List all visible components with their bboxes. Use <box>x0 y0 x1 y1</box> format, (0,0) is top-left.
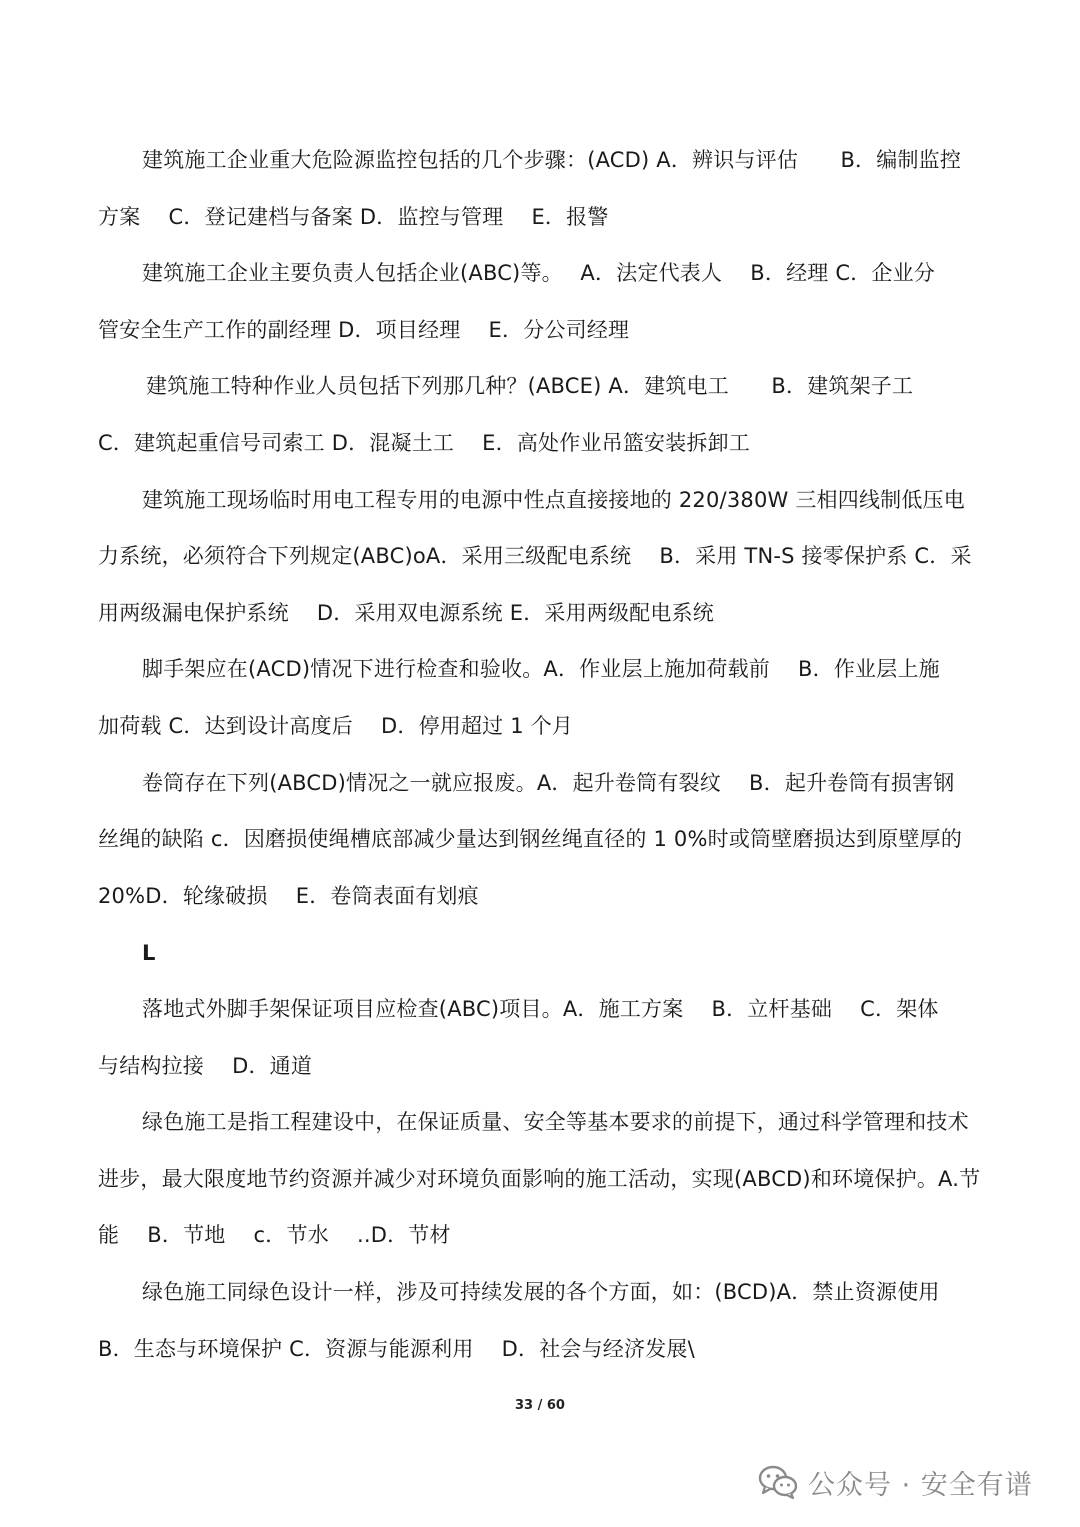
text-line: 建筑施工企业重大危险源监控包括的几个步骤：(ACD) A．辨识与评估 B．编制监控 <box>142 148 962 172</box>
text-line: 与结构拉接 D．通道 <box>98 1054 313 1078</box>
text-line: 加荷载 C．达到设计高度后 D．停用超过 1 个月 <box>98 714 574 738</box>
text-line: 脚手架应在(ACD)情况下进行检查和验收。A．作业层上施加荷载前 B．作业层上施 <box>142 657 940 681</box>
watermark <box>758 1462 1033 1502</box>
text-line: C．建筑起重信号司索工 D．混凝土工 E．高处作业吊篮安装拆卸工 <box>98 431 751 455</box>
page-number: 33 / 60 <box>515 1398 565 1413</box>
section-marker: L <box>142 941 156 965</box>
text-line: 管安全生产工作的副经理 D．项目经理 E．分公司经理 <box>98 318 630 342</box>
watermark-text: 公众号 · 安全有谱 <box>808 1469 1033 1501</box>
text-line: B．生态与环境保护 C．资源与能源利用 D．社会与经济发展\ <box>98 1337 695 1361</box>
text-line: 用两级漏电保护系统 D．采用双电源系统 E．采用两级配电系统 <box>98 601 714 625</box>
text-line: 落地式外脚手架保证项目应检查(ABC)项目。A．施工方案 B．立杆基础 C．架体 <box>142 997 939 1021</box>
text-line: 方案 C．登记建档与备案 D．监控与管理 E．报警 <box>98 205 609 229</box>
text-line: 卷筒存在下列(ABCD)情况之一就应报废。A．起升卷筒有裂纹 B．起升卷筒有损害钢 <box>142 771 955 795</box>
text-line: 20%D．轮缘破损 E．卷筒表面有划痕 <box>98 884 479 908</box>
text-line: 绿色施工是指工程建设中，在保证质量、安全等基本要求的前提下，通过科学管理和技术 <box>142 1110 969 1134</box>
wechat-icon <box>758 1465 798 1499</box>
text-line: 建筑施工特种作业人员包括下列那几种？(ABCE) A．建筑电工 B．建筑架子工 <box>146 374 914 398</box>
text-line: 进步，最大限度地节约资源并减少对环境负面影响的施工活动，实现(ABCD)和环境保护。A.节 <box>98 1167 981 1191</box>
text-line: 力系统，必须符合下列规定(ABC)oA．采用三级配电系统 B．采用 TN-S 接零保护系 C．采 <box>98 544 972 568</box>
text-line: 能 B．节地 c．节水 ..D．节材 <box>98 1223 451 1247</box>
text-line: 建筑施工现场临时用电工程专用的电源中性点直接接地的 220/380W 三相四线制低压电 <box>142 488 965 512</box>
text-line: 丝绳的缺陷 c．因磨损使绳槽底部减少量达到钢丝绳直径的 1 0%时或筒壁磨损达到原壁厚的 <box>98 827 963 851</box>
text-line: 绿色施工同绿色设计一样，涉及可持续发展的各个方面，如：(BCD)A．禁止资源使用 <box>142 1280 940 1304</box>
text-line: 建筑施工企业主要负责人包括企业(ABC)等。 A．法定代表人 B．经理 C．企业分 <box>142 261 936 285</box>
